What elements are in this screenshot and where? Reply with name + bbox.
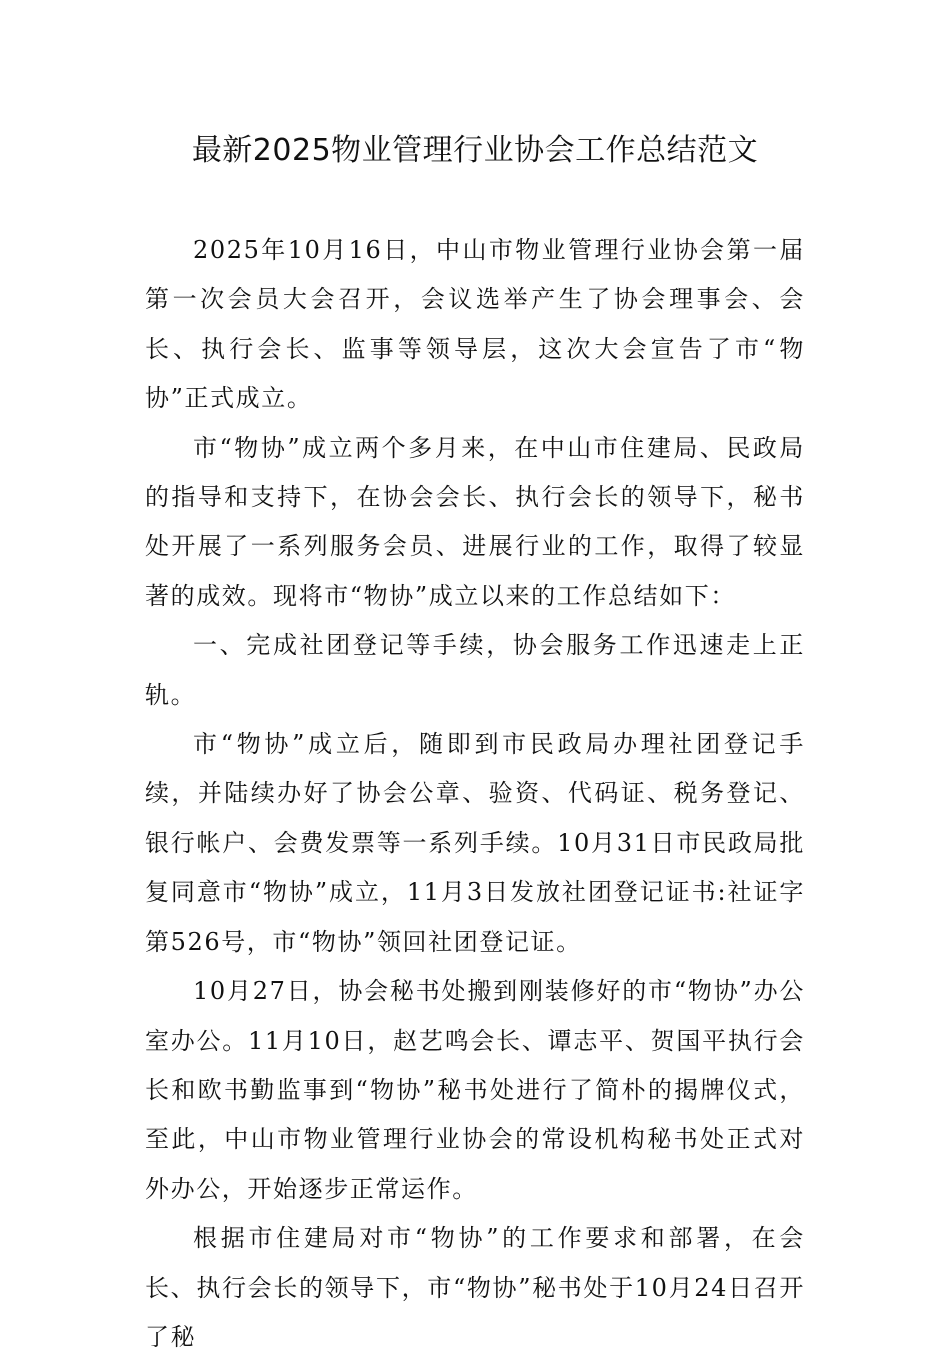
section-heading-1: 一、完成社团登记等手续，协会服务工作迅速走上正轨。 [145,631,805,709]
paragraph-2: 市“物协”成立两个多月来，在中山市住建局、民政局的指导和支持下，在协会会长、执行会长的领导下，秘书处开展了一系列服务会员、进展行业的工作，取得了较显著的成效。现将市“物协”成立以来的工作总结如下： [145,433,805,610]
paragraph-4: 10月27日，协会秘书处搬到刚装修好的市“物协”办公室办公。11月10日，赵艺鸣会长、谭志平、贺国平执行会长和欧书勤监事到“物协”秘书处进行了简朴的揭牌仪式，至此，中山市物业管理行业协会的常设机构秘书处正式对外办公，开始逐步正常运作。 [145,977,805,1203]
document-body [145,226,805,1362]
document-title: 最新2025物业管理行业协会工作总结范文 [191,133,759,168]
paragraph-5: 根据市住建局对市“物协”的工作要求和部署，在会长、执行会长的领导下，市“物协”秘书处于10月24日召开了秘 [145,1224,805,1351]
paragraph-1: 2025年10月16日，中山市物业管理行业协会第一届第一次会员大会召开，会议选举产生了协会理事会、会长、执行会长、监事等领导层，这次大会宣告了市“物协”正式成立。 [145,236,805,413]
paragraph-3: 市“物协”成立后，随即到市民政局办理社团登记手续，并陆续办好了协会公章、验资、代码证、税务登记、银行帐户、会费发票等一系列手续。10月31日市民政局批复同意市“物协”成立，11月3日发放社团登记证书:社证字第526号，市“物协”领回社团登记证。 [145,730,805,956]
